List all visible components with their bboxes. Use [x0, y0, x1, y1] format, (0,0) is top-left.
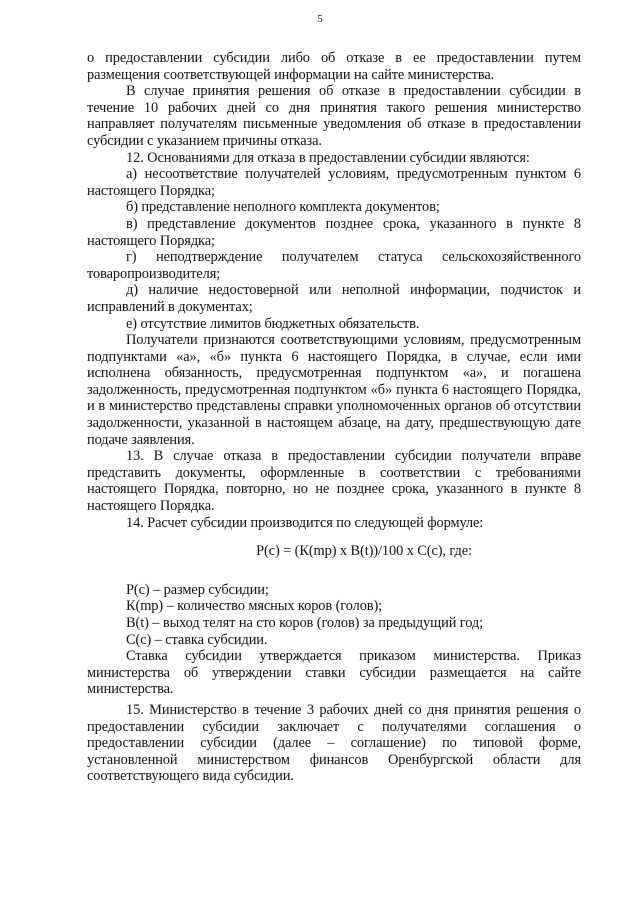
list-item-b: б) представление неполного комплекта документов;	[126, 199, 440, 216]
paragraph-clause-15: 15. Министерство в течение 3 рабочих дней со дня принятия решения о предоставлении субсидии заключает с получателями соглашения о предоставлении субсидии (далее – соглашение) по типовой форме, установленной министерством финансов Оренбургской области для соответствующего вида субсидии.	[87, 701, 581, 785]
formula-term-kmp: К(mp) – количество мясных коров (голов);	[126, 598, 383, 615]
page-number: 5	[317, 13, 323, 25]
list-item-a: а) несоответствие получателей условиям, предусмотренным пунктом 6 настоящего Порядка;	[87, 166, 581, 199]
paragraph-clause-14: 14. Расчет субсидии производится по следующей формуле:	[126, 514, 484, 531]
formula-term-bt: В(t) – выход телят на сто коров (голов) за предыдущий год;	[126, 615, 484, 631]
paragraph-clause-12: 12. Основаниями для отказа в предоставлении субсидии являются:	[126, 149, 530, 166]
paragraph-recipients-conditions: Получатели признаются соответствующими условиям, предусмотренным подпунктами «а», «б» пункта 6 настоящего Порядка, в случае, если ими исполнена обязанность, предусмотренная подпунктом «а», и погашена задолженность, предусмотренная подпунктом «б» пункта 6 настоящего Порядка, и в министерство представлены справки уполномоченных органов об отсутствии задолженности, указанной в настоящем абзаце, на дату, предшествующую дате подаче заявления.	[87, 332, 581, 448]
document-body	[87, 50, 581, 785]
formula-term-cc: С(с) – ставка субсидии.	[126, 631, 268, 648]
list-item-g: г) неподтверждение получателем статуса сельскохозяйственного товаропроизводителя;	[87, 249, 581, 282]
paragraph-rate-order: Ставка субсидии утверждается приказом министерства. Приказ министерства об утверждении ставки субсидии размещается на сайте министерства.	[87, 648, 581, 698]
list-item-d: д) наличие недостоверной или неполной информации, подчисток и исправлений в документах;	[87, 282, 581, 315]
paragraph-refusal-notice: В случае принятия решения об отказе в предоставлении субсидии в течение 10 рабочих дней со дня принятия такого решения министерство направляет получателям письменные уведомления об отказе в предоставлении субсидии с указанием причины отказа.	[87, 83, 581, 149]
subsidy-formula: Р(с) = (К(mp) х В(t))/100 х С(с), где:	[256, 543, 472, 560]
list-item-e: е) отсутствие лимитов бюджетных обязательств.	[126, 315, 420, 332]
paragraph-continuation: о предоставлении субсидии либо об отказе в ее предоставлении путем размещения соответствующей информации на сайте министерства.	[87, 50, 581, 83]
list-item-v: в) представление документов позднее срока, указанного в пункте 8 настоящего Порядка;	[87, 215, 581, 249]
paragraph-clause-13: 13. В случае отказа в предоставлении субсидии получатели вправе представить документы, оформленные в соответствии с требованиями настоящего Порядка, повторно, но не позднее срока, указанного в пункте 8 настоящего Порядка.	[87, 448, 581, 515]
formula-term-pc: Р(с) – размер субсидии;	[126, 581, 269, 598]
